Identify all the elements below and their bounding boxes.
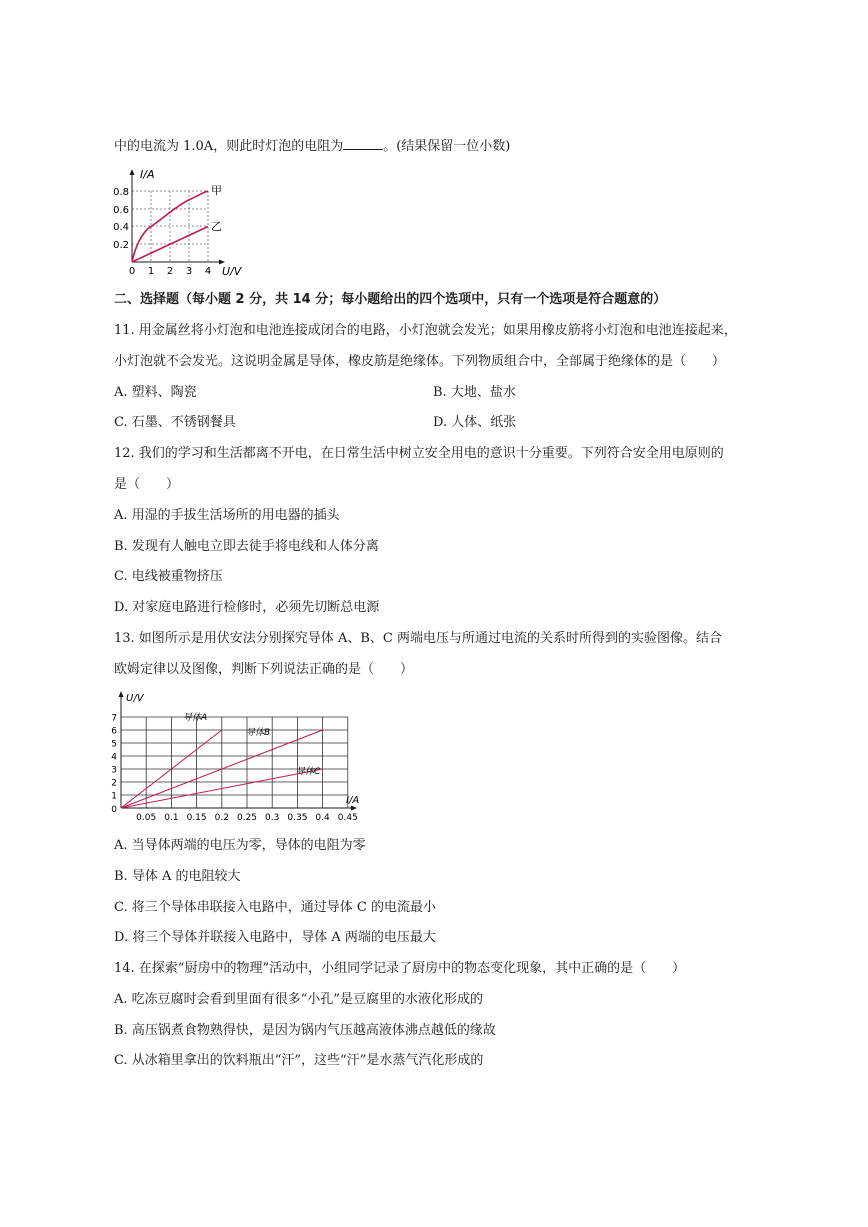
- answer-blank: [343, 137, 383, 150]
- q11-stem-1: 11. 用金属丝将小灯泡和电池连接成闭合的电路，小灯泡就会发光；如果用橡皮筋将小灯泡和电池连接起来，: [114, 323, 737, 338]
- q13-stem-2: 欧姆定律以及图像，判断下列说法正确的是（ ）: [114, 662, 414, 677]
- chart2-ytick: 6: [111, 726, 117, 737]
- intro-line: [114, 137, 510, 156]
- intro-text-end: 。(结果保留一位小数): [383, 139, 511, 154]
- q13-option-b: B. 导体 A 的电阻较大: [114, 869, 241, 884]
- chart-iu-graph: [110, 168, 250, 283]
- chart1-xtick: 3: [185, 266, 193, 277]
- chart2-ytick: 7: [111, 713, 117, 724]
- chart1-ytick: 0.2: [113, 240, 129, 251]
- chart1-xtick: 4: [204, 266, 212, 277]
- chart1-ytick: 0.4: [113, 222, 129, 233]
- chart2-xtick: 0.25: [236, 813, 258, 823]
- q14-option-c: C. 从冰箱里拿出的饮料瓶出“汗”，这些“汗”是水蒸气汽化形成的: [114, 1053, 484, 1068]
- section-heading: 二、选择题（每小题 2 分，共 14 分；每小题给出的四个选项中，只有一个选项是符合题意的）: [114, 292, 667, 307]
- q12-stem-2: 是（ ）: [114, 477, 180, 492]
- q11-stem-2: 小灯泡就不会发光。这说明金属是导体，橡皮筋是绝缘体。下列物质组合中，全部属于绝缘体的是（ ）: [114, 354, 726, 369]
- chart1-label-yi: 乙: [211, 220, 222, 233]
- chart1-ytick: 0.8: [113, 187, 129, 198]
- q13-stem-1: 13. 如图所示是用伏安法分别探究导体 A、B、C 两端电压与所通过电流的关系时所得到的实验图像。结合: [114, 631, 722, 646]
- chart1-ytick: 0.6: [113, 205, 129, 216]
- chart2-ytick-zero: 0: [111, 805, 117, 815]
- chart2-ytick: 3: [111, 765, 117, 776]
- chart1-y-label: I/A: [140, 168, 155, 181]
- q12-option-b: B. 发现有人触电立即去徒手将电线和人体分离: [114, 539, 379, 554]
- q13-option-a: A. 当导体两端的电压为零，导体的电阻为零: [114, 838, 366, 853]
- chart2-label-c: 导体C: [296, 767, 321, 777]
- q14-option-b: B. 高压锅煮食物熟得快，是因为锅内气压越高液体沸点越低的缘故: [114, 1023, 496, 1038]
- q13-option-d: D. 将三个导体并联接入电路中，导体 A 两端的电压最大: [114, 930, 436, 945]
- chart2-xtick: 0.35: [287, 813, 308, 823]
- chart2-xtick: 0.05: [136, 813, 157, 823]
- chart2-y-ticks: [111, 714, 117, 816]
- q14-option-a: A. 吃冻豆腐时会看到里面有很多“小孔”是豆腐里的水液化形成的: [114, 992, 483, 1007]
- chart2-x-label: I/A: [346, 795, 360, 806]
- chart2-xtick: 0.1: [164, 813, 179, 823]
- chart1-xtick: 2: [166, 266, 174, 277]
- chart1-x-arrow: [219, 260, 225, 265]
- q11-option-c: C. 石墨、不锈钢餐具: [114, 415, 236, 430]
- chart1-x-label: U/V: [222, 265, 242, 278]
- chart2-xtick: 0.4: [315, 813, 330, 823]
- q11-option-a: A. 塑料、陶瓷: [114, 385, 197, 400]
- chart2-xtick: 0.15: [186, 813, 207, 823]
- chart1-xtick: 1: [147, 266, 155, 277]
- q12-option-c: C. 电线被重物挤压: [114, 569, 223, 584]
- chart-ui-graph: [108, 690, 368, 824]
- chart2-label-b: 导体B: [246, 728, 271, 738]
- q13-option-c: C. 将三个导体串联接入电路中，通过导体 C 的电流最小: [114, 900, 436, 915]
- chart1-grid: [132, 191, 208, 262]
- chart2-label-a: 导体A: [183, 713, 208, 723]
- chart2-y-arrow: [119, 691, 124, 697]
- chart1-label-jia: 甲: [211, 184, 222, 197]
- chart2-x-arrow: [351, 806, 357, 811]
- q12-option-a: A. 用湿的手拔生活场所的用电器的插头: [114, 508, 340, 523]
- chart2-xtick: 0.2: [214, 813, 229, 823]
- chart1-y-arrow: [130, 169, 135, 175]
- chart2-x-ticks: [136, 813, 358, 823]
- chart2-xtick: 0.3: [265, 813, 280, 823]
- q12-stem-1: 12. 我们的学习和生活都离不开电，在日常生活中树立安全用电的意识十分重要。下列符合安全用电原则的: [114, 446, 724, 461]
- chart1-xtick: 0: [128, 266, 136, 277]
- chart2-xtick: 0.45: [337, 813, 358, 823]
- q11-option-b: B. 大地、盐水: [433, 385, 516, 400]
- chart2-ytick: 1: [111, 791, 117, 802]
- chart2-ytick: 2: [111, 778, 117, 789]
- chart2-y-label: U/V: [126, 693, 144, 704]
- chart2-ytick: 5: [111, 739, 117, 750]
- q14-stem-1: 14. 在探索“厨房中的物理”活动中，小组同学记录了厨房中的物态变化现象，其中正确的是（ ）: [114, 961, 686, 976]
- q12-option-d: D. 对家庭电路进行检修时，必须先切断总电源: [114, 600, 380, 615]
- chart2-ytick: 4: [111, 752, 117, 763]
- intro-text: 中的电流为 1.0A，则此时灯泡的电阻为: [114, 139, 344, 154]
- q11-option-d: D. 人体、纸张: [433, 415, 517, 430]
